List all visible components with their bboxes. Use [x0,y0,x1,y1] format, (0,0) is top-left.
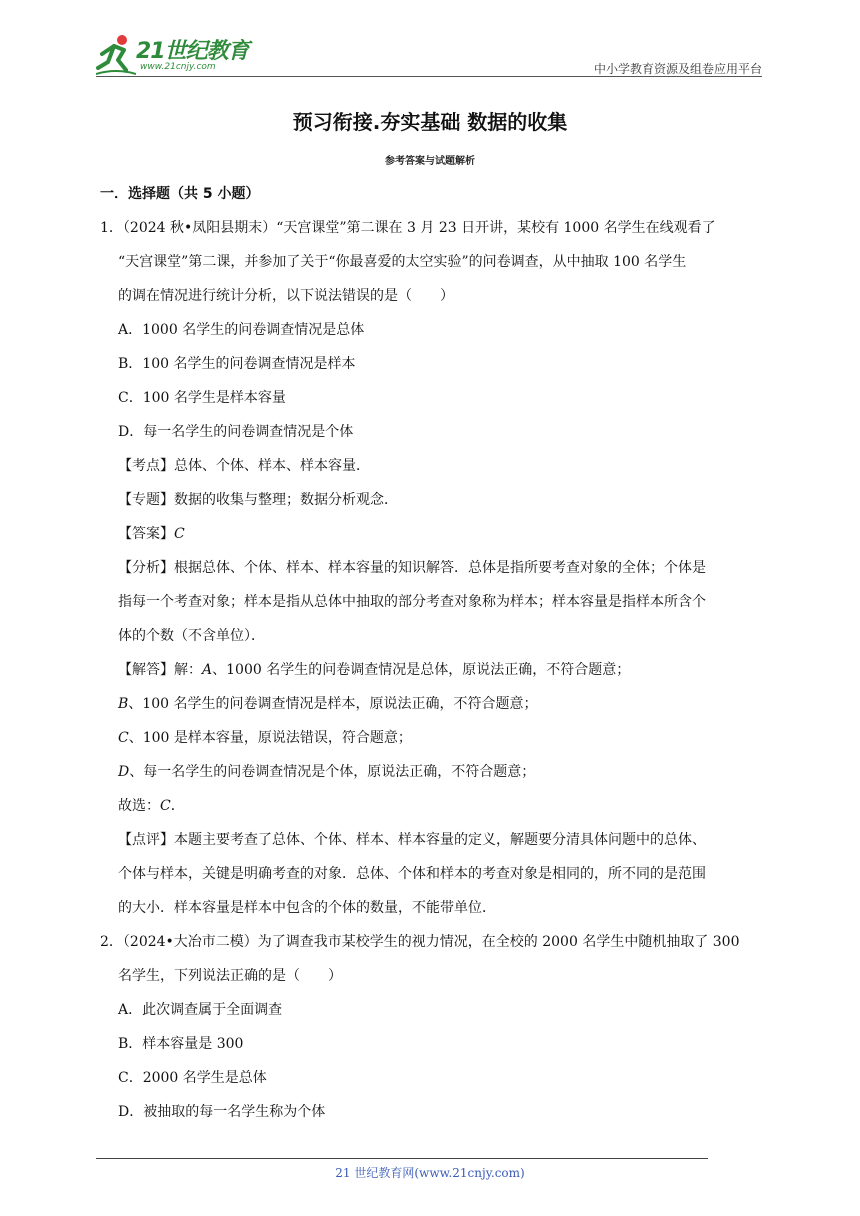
q1-jieda-line [118,694,537,714]
q1-option-d: D．每一名学生的问卷调查情况是个体 [118,424,354,440]
q1-fenxi-line: 【分析】根据总体、个体、样本、样本容量的知识解答．总体是指所要考查对象的全体；个体是 [118,560,706,576]
footer-divider [96,1158,708,1159]
page-subtitle: 参考答案与试题解析 [385,156,475,167]
q2-stem-line: 2．（2024•大冶市二模）为了调查我市某校学生的视力情况，在全校的 2000 名学生中随机抽取了 300 [100,934,740,950]
section-heading: 一．选择题（共 5 小题） [100,186,260,202]
jieda-label: 【解答】解： [118,662,202,678]
q1-stem-line: “天宫课堂”第二课，并参加了关于“你最喜爱的太空实验”的问卷调查，从中抽取 100 名学生 [118,254,687,270]
platform-name: 中小学教育资源及组卷应用平台 [593,62,762,76]
q2-option-c: C．2000 名学生是总体 [118,1070,267,1086]
q1-jieda-line [118,762,535,782]
guxuan-end: ． [170,798,185,814]
jieda-text: 、100 名学生的问卷调查情况是样本，原说法正确，不符合题意； [128,696,538,712]
q1-answer [118,524,185,544]
q2-option-a: A．此次调查属于全面调查 [118,1002,283,1018]
q1-fenxi-line: 指每一个考查对象；样本是指从总体中抽取的部分考查对象称为样本；样本容量是指样本所含个 [118,594,706,610]
page-title: 预习衔接.夯实基础 数据的收集 [292,110,568,134]
option-letter: B [118,696,129,712]
q1-fenxi-line: 体的个数（不含单位）． [118,628,265,644]
q1-stem-line: 1．（2024 秋•凤阳县期末）“天宫课堂”第二课在 3 月 23 日开讲，某校有 1000 名学生在线观看了 [100,220,716,236]
answer-label: 【答案】 [118,526,174,542]
option-letter: C [118,730,129,746]
runner-icon [96,34,136,76]
guxuan-label: 故选： [118,798,160,814]
page-header [96,30,762,78]
jieda-text: 、100 是样本容量，原说法错误，符合题意； [128,730,412,746]
q1-zhuanti: 【专题】数据的收集与整理；数据分析观念． [118,492,398,508]
q1-dianping-line: 的大小．样本容量是样本中包含的个体的数量，不能带单位． [118,900,496,916]
footer-text: 21 世纪教育网(www.21cnjy.com) [335,1166,525,1180]
jieda-text: 、1000 名学生的问卷调查情况是总体，原说法正确，不符合题意； [212,662,631,678]
logo-url: www.21cnjy.com [140,62,216,72]
q1-kaodian: 【考点】总体、个体、样本、样本容量． [118,458,370,474]
brand-logo [96,34,266,76]
option-letter: A [202,662,213,678]
guxuan-value: C [160,798,171,814]
jieda-text: 、每一名学生的问卷调查情况是个体，原说法正确，不符合题意； [129,764,536,780]
q1-stem-line: 的调在情况进行统计分析，以下说法错误的是（ ） [118,288,454,304]
q1-dianping-line: 【点评】本题主要考查了总体、个体、样本、样本容量的定义，解题要分清具体问题中的总体、 [118,832,706,848]
option-letter: D [118,764,130,780]
logo-text: 21世纪教育 [136,39,249,64]
header-divider [96,76,762,77]
q1-option-c: C．100 名学生是样本容量 [118,390,286,406]
q1-option-b: B．100 名学生的问卷调查情况是样本 [118,356,356,372]
q2-option-b: B．样本容量是 300 [118,1036,244,1052]
q2-option-d: D．被抽取的每一名学生称为个体 [118,1104,326,1120]
q1-jieda-line [118,660,630,680]
q1-dianping-line: 个体与样本，关键是明确考查的对象．总体、个体和样本的考查对象是相同的，所不同的是范围 [118,866,706,882]
q2-stem-line: 名学生，下列说法正确的是（ ） [118,968,342,984]
answer-value: C [174,526,185,542]
q1-jieda-line [118,728,412,748]
q1-guxuan [118,796,185,816]
q1-option-a: A．1000 名学生的问卷调查情况是总体 [118,322,365,338]
